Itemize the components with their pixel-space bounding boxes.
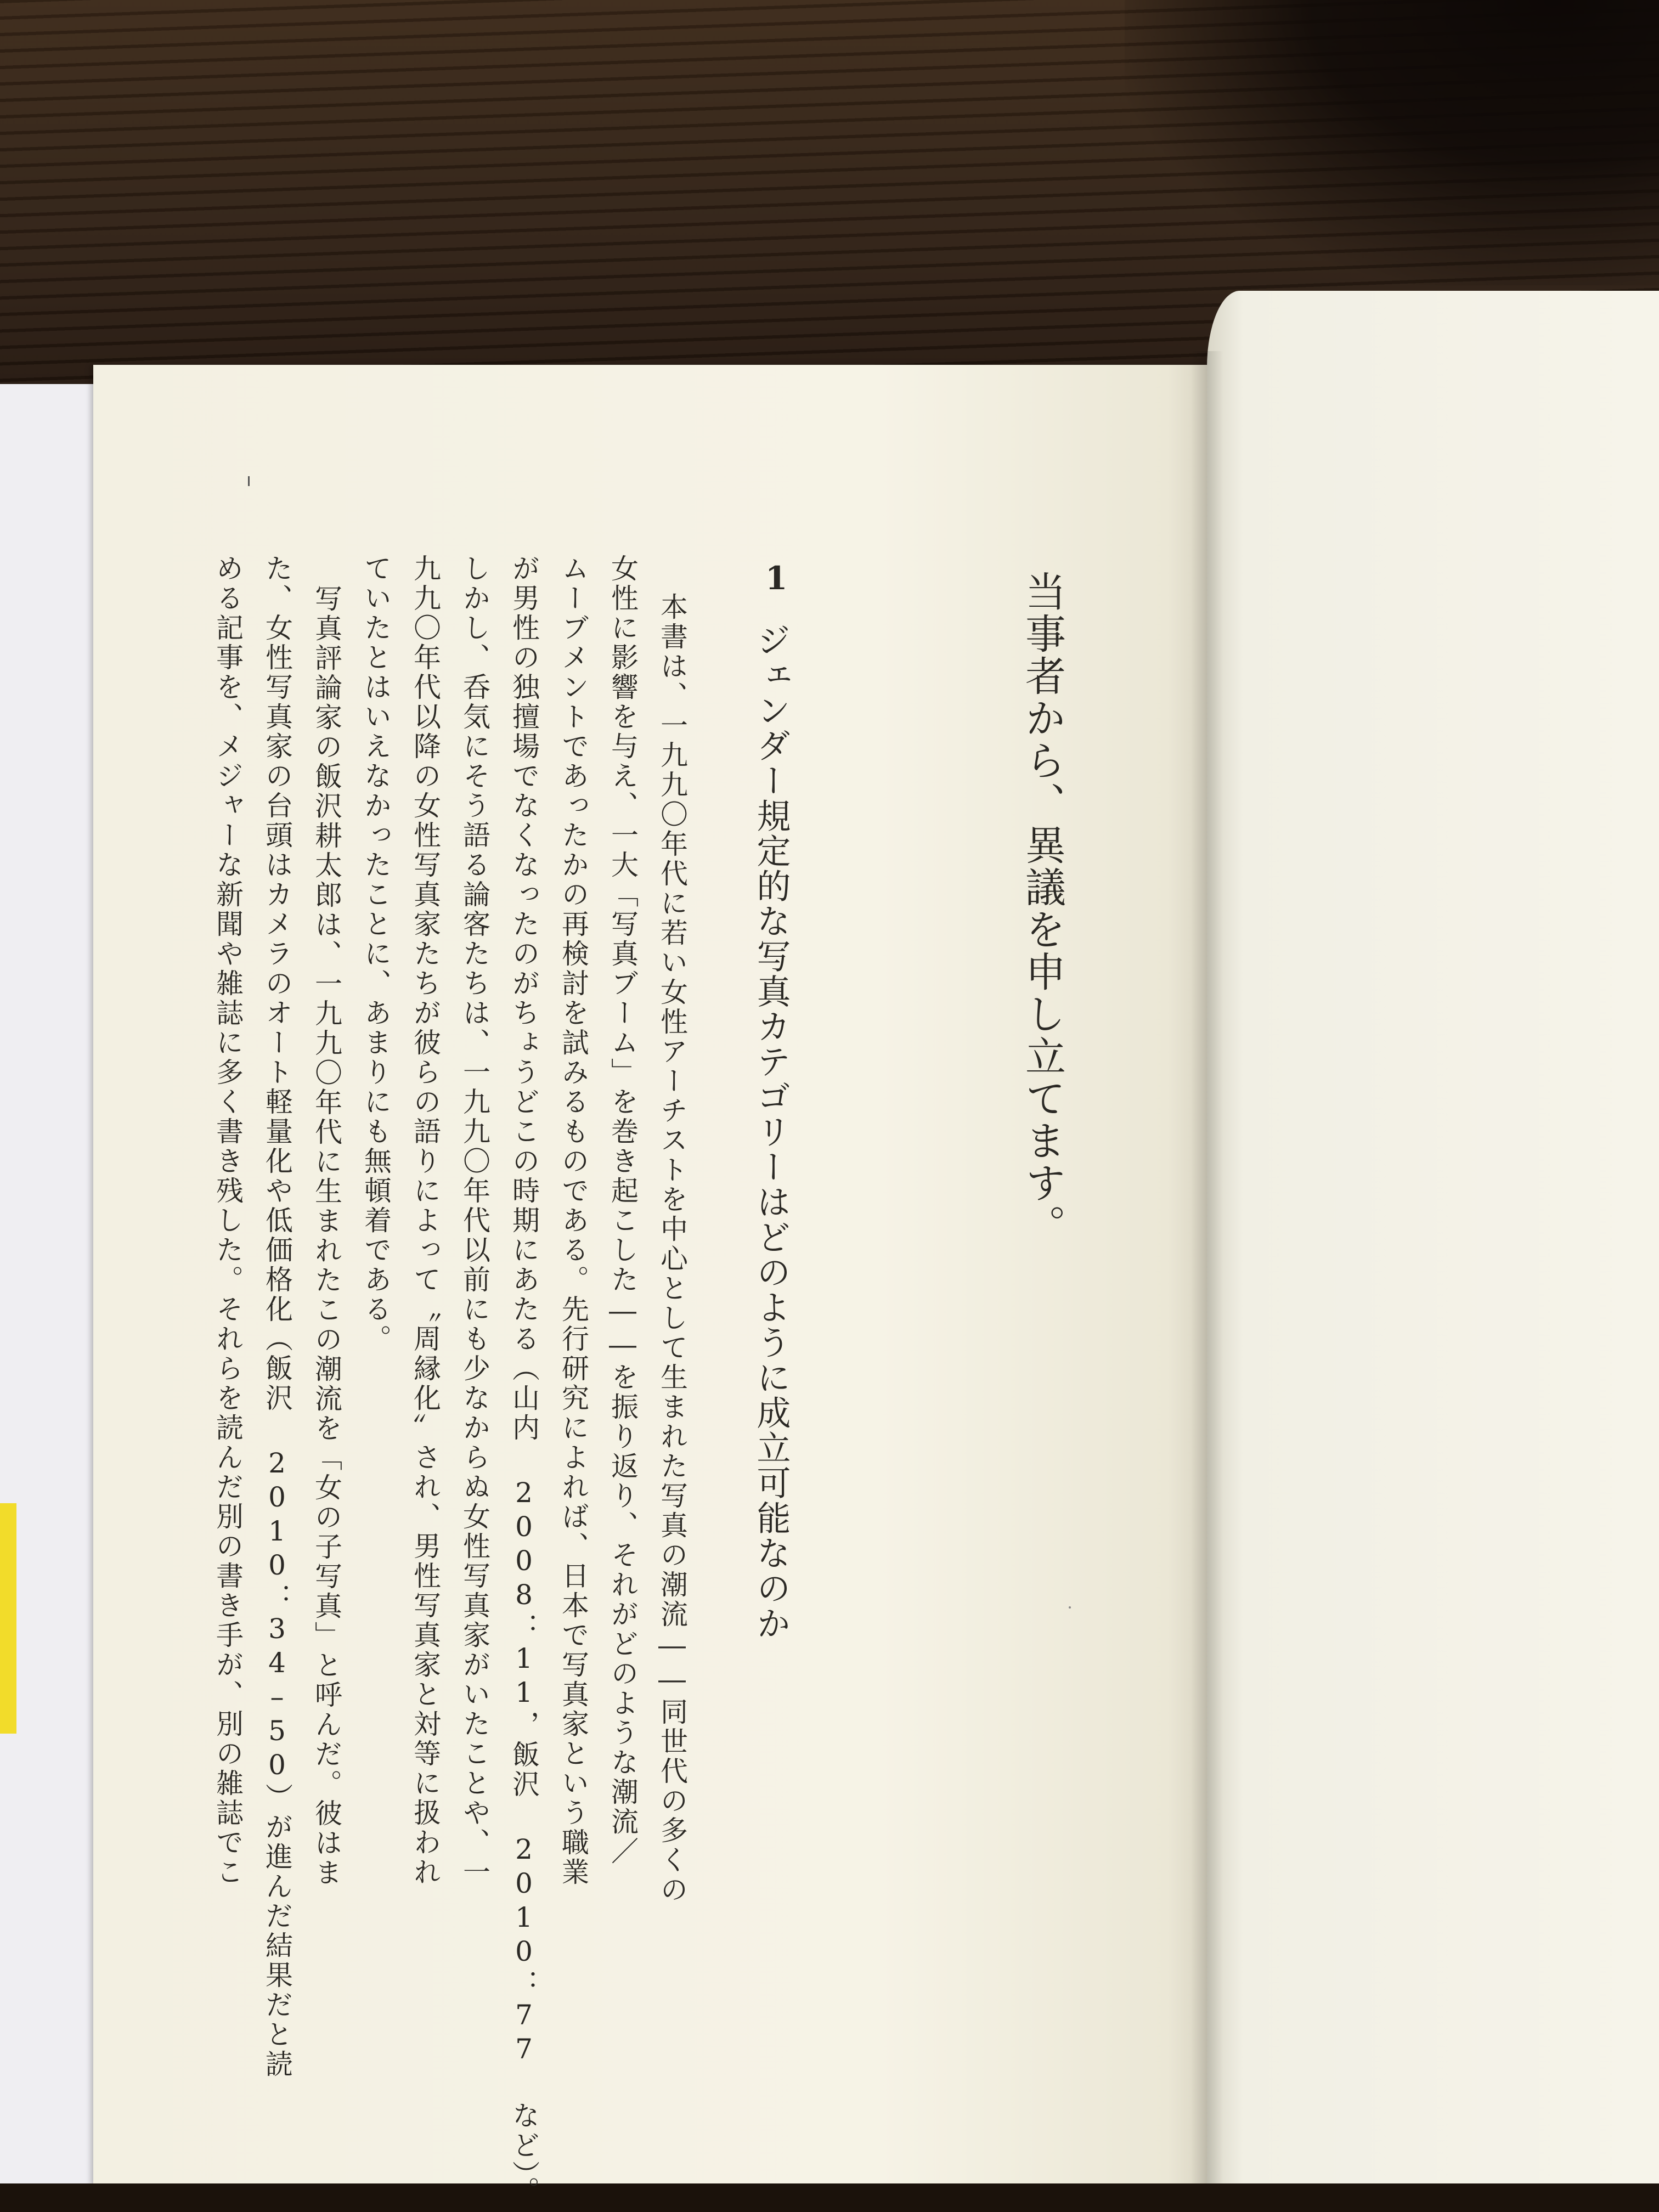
section-number: 1 [765,560,788,597]
body-line: 本書は、一九九〇年代に若い女性アーチストを中心として生まれた写真の潮流――同世代の多くの [656,592,688,1905]
section-heading: ジェンダー規定的な写真カテゴリーはどのように成立可能なのか [751,623,791,1641]
body-line: 九九〇年代以降の女性写真家たちが彼らの語りによって〝周縁化〟され、男性写真家と対等に扱われ [409,554,441,1887]
yellow-tab [0,1503,16,1734]
body-line: 女性に影響を与え、一大「写真ブーム」を巻き起こした――を振り返り、それがどのような潮流／ [607,554,639,1866]
back-page [0,384,104,2189]
page-speck [1069,1606,1071,1609]
body-line: しかし、呑気にそう語る論客たちは、一九九〇年代以前にも少なからぬ女性写真家がいたことや、一 [459,554,490,1887]
body-line: が男性の独擅場でなくなったのがちょうどこの時期にあたる（山内 2008：11，飯沢 2010：77 など）。 [508,554,540,2206]
page-title: 当事者から、異議を申し立てます。 [1019,571,1066,1246]
book-gutter [1190,351,1223,2189]
body-line: ムーブメントであったかの再検討を試みるものである。先行研究によれば、日本で写真家という職業 [557,554,589,1887]
body-line: た、女性写真家の台頭はカメラのオート軽量化や低価格化（飯沢 2010：34–50）が進んだ結果だと読 [261,554,293,2079]
shadow [1125,0,1659,285]
page-mark [248,476,250,486]
right-page [1207,291,1659,2194]
body-line: ていたとはいえなかったことに、あまりにも無頓着である。 [360,554,392,1354]
body-line: 写真評論家の飯沢耕太郎は、一九九〇年代に生まれたこの潮流を「女の子写真」と呼んだ。彼はま [311,584,342,1888]
bottom-edge [0,2183,1659,2212]
body-line: める記事を、メジャーな新聞や雑誌に多く書き残した。それらを読んだ別の書き手が、別の雑誌でこ [212,554,244,1887]
